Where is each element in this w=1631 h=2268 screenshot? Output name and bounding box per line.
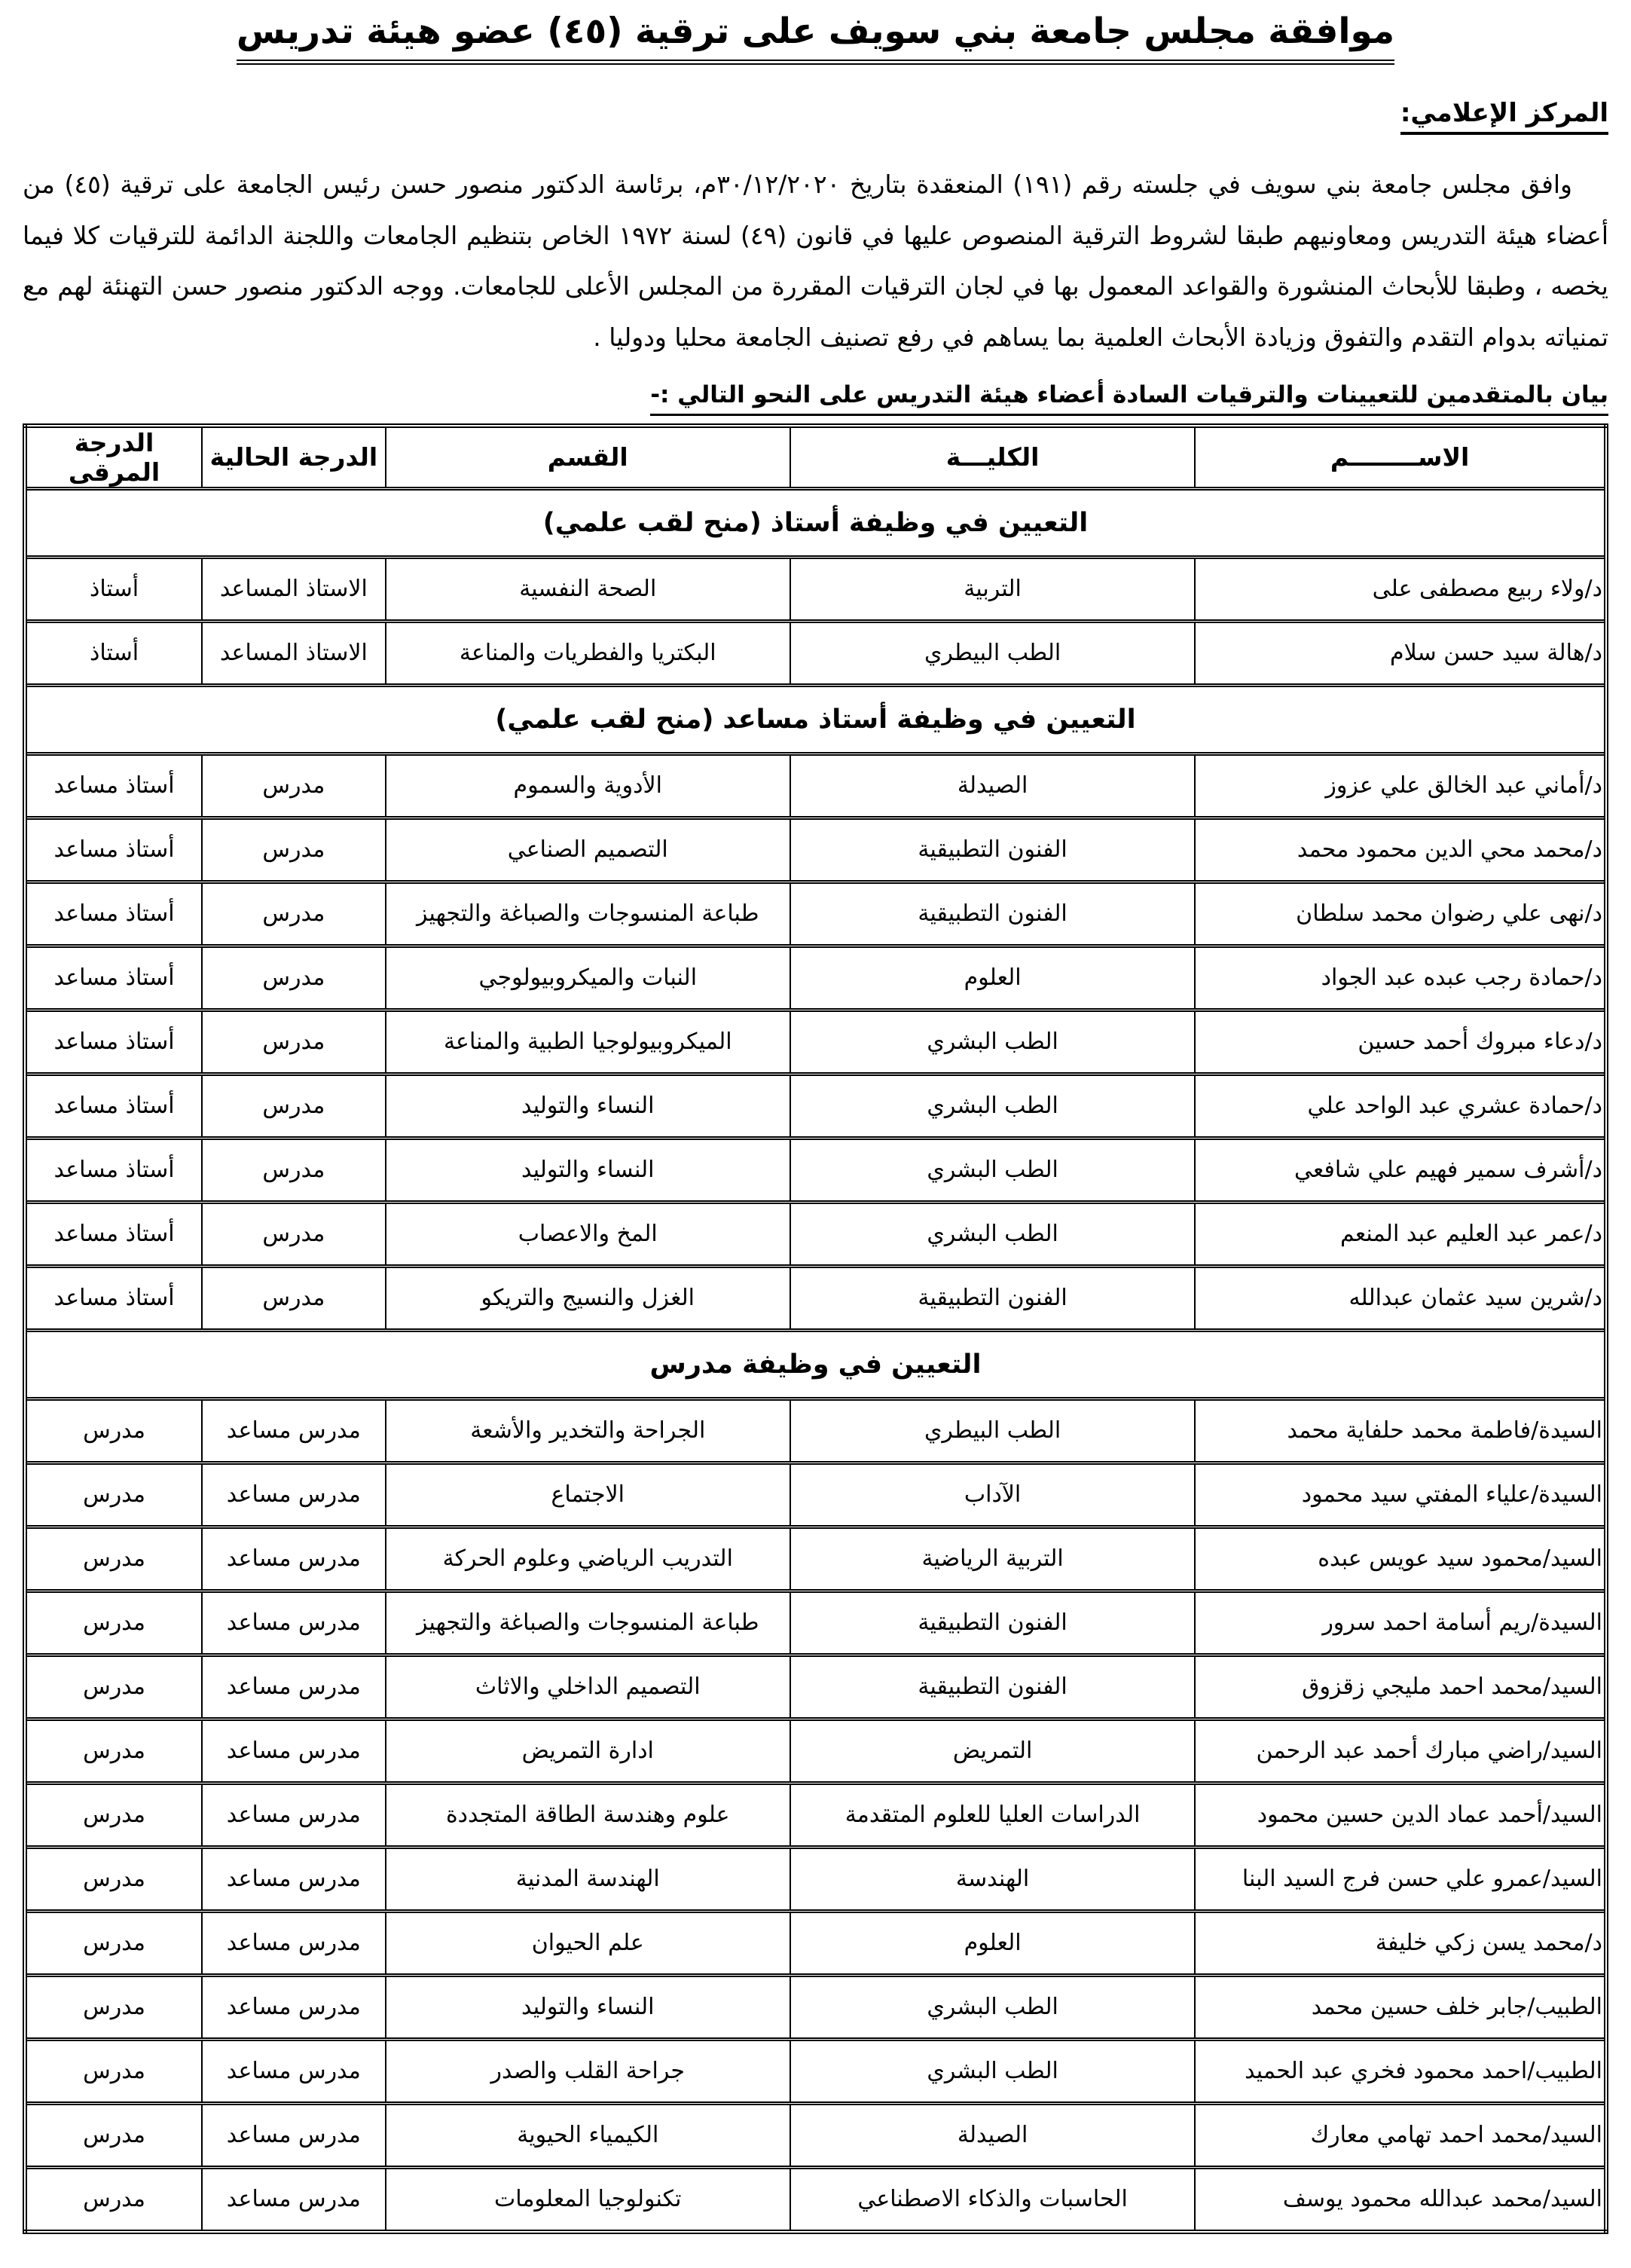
section-title: التعيين في وظيفة أستاذ (منح لقب علمي) bbox=[25, 488, 1606, 557]
promoted-degree-cell: أستاذ bbox=[25, 621, 202, 685]
media-center-wrap bbox=[23, 98, 1608, 135]
current-degree-cell: مدرس مساعد bbox=[202, 1975, 385, 2039]
name-cell: د/شرين سيد عثمان عبدالله bbox=[1195, 1266, 1606, 1330]
name-cell: د/محمد يسن زكي خليفة bbox=[1195, 1911, 1606, 1975]
promoted-degree-cell: أستاذ مساعد bbox=[25, 1074, 202, 1138]
table-row bbox=[25, 1975, 1606, 2039]
college-cell: الصيدلة bbox=[790, 753, 1195, 818]
table-row bbox=[25, 946, 1606, 1010]
college-cell: الفنون التطبيقية bbox=[790, 1591, 1195, 1655]
column-header-name-cell: الاســــــــم bbox=[1195, 426, 1606, 489]
table-row bbox=[25, 818, 1606, 882]
promoted-degree-cell: أستاذ مساعد bbox=[25, 1202, 202, 1266]
table-row bbox=[25, 621, 1606, 685]
college-cell: الطب البيطري bbox=[790, 621, 1195, 685]
department-cell: الهندسة المدنية bbox=[386, 1847, 790, 1911]
name-cell: السيد/محمد عبدالله محمود يوسف bbox=[1195, 2167, 1606, 2232]
college-cell: العلوم bbox=[790, 946, 1195, 1010]
table-row bbox=[25, 1591, 1606, 1655]
promoted-degree-cell: أستاذ مساعد bbox=[25, 1010, 202, 1074]
department-cell: الاجتماع bbox=[386, 1463, 790, 1527]
promoted-degree-cell: مدرس bbox=[25, 1463, 202, 1527]
college-cell: الفنون التطبيقية bbox=[790, 818, 1195, 882]
current-degree-cell: مدرس مساعد bbox=[202, 2039, 385, 2103]
college-cell: الطب البشري bbox=[790, 1138, 1195, 1202]
department-cell: الغزل والنسيج والتريكو bbox=[386, 1266, 790, 1330]
promoted-degree-cell: مدرس bbox=[25, 1847, 202, 1911]
promoted-degree-cell: أستاذ مساعد bbox=[25, 753, 202, 818]
name-cell: د/أشرف سمير فهيم علي شافعي bbox=[1195, 1138, 1606, 1202]
college-cell: الصيدلة bbox=[790, 2103, 1195, 2167]
promoted-degree-cell: أستاذ bbox=[25, 557, 202, 621]
name-cell: الطبيب/احمد محمود فخري عبد الحميد bbox=[1195, 2039, 1606, 2103]
current-degree-cell: مدرس مساعد bbox=[202, 1847, 385, 1911]
department-cell: طباعة المنسوجات والصباغة والتجهيز bbox=[386, 882, 790, 946]
promoted-degree-cell: مدرس bbox=[25, 1719, 202, 1783]
promoted-degree-cell: مدرس bbox=[25, 2039, 202, 2103]
department-cell: الأدوية والسموم bbox=[386, 753, 790, 818]
department-cell: طباعة المنسوجات والصباغة والتجهيز bbox=[386, 1591, 790, 1655]
college-cell: التربية الرياضية bbox=[790, 1527, 1195, 1591]
table-row bbox=[25, 1527, 1606, 1591]
column-header-current-degree-cell: الدرجة الحالية bbox=[202, 426, 385, 489]
section-title: التعيين في وظيفة أستاذ مساعد (منح لقب علمي) bbox=[25, 685, 1606, 753]
column-header-promoted-degree-cell: الدرجة المرقى bbox=[25, 426, 202, 489]
department-cell: التدريب الرياضي وعلوم الحركة bbox=[386, 1527, 790, 1591]
current-degree-cell: مدرس مساعد bbox=[202, 1783, 385, 1847]
name-cell: د/حمادة رجب عبده عبد الجواد bbox=[1195, 946, 1606, 1010]
table-header bbox=[25, 426, 1606, 489]
department-cell: النساء والتوليد bbox=[386, 1138, 790, 1202]
section-header-row bbox=[25, 488, 1606, 557]
college-cell: الدراسات العليا للعلوم المتقدمة bbox=[790, 1783, 1195, 1847]
name-cell: السيد/محمد احمد مليجي زقزوق bbox=[1195, 1655, 1606, 1719]
table-row bbox=[25, 1847, 1606, 1911]
name-cell: د/حمادة عشري عبد الواحد علي bbox=[1195, 1074, 1606, 1138]
college-cell: الطب البيطري bbox=[790, 1398, 1195, 1463]
current-degree-cell: مدرس مساعد bbox=[202, 1527, 385, 1591]
table-row bbox=[25, 753, 1606, 818]
table-row bbox=[25, 2039, 1606, 2103]
current-degree-cell: مدرس مساعد bbox=[202, 2167, 385, 2232]
name-cell: السيد/عمرو علي حسن فرج السيد البنا bbox=[1195, 1847, 1606, 1911]
name-cell: السيدة/علياء المفتي سيد محمود bbox=[1195, 1463, 1606, 1527]
promoted-degree-cell: مدرس bbox=[25, 1527, 202, 1591]
table-row bbox=[25, 1655, 1606, 1719]
college-cell: الطب البشري bbox=[790, 1975, 1195, 2039]
department-cell: الصحة النفسية bbox=[386, 557, 790, 621]
current-degree-cell: مدرس مساعد bbox=[202, 1655, 385, 1719]
name-cell: السيد/راضي مبارك أحمد عبد الرحمن bbox=[1195, 1719, 1606, 1783]
column-header-college-cell: الكليـــة bbox=[790, 426, 1195, 489]
department-cell: علم الحيوان bbox=[386, 1911, 790, 1975]
current-degree-cell: الاستاذ المساعد bbox=[202, 557, 385, 621]
section-header-row bbox=[25, 1330, 1606, 1398]
promoted-degree-cell: مدرس bbox=[25, 2167, 202, 2232]
promoted-degree-cell: أستاذ مساعد bbox=[25, 882, 202, 946]
college-cell: التمريض bbox=[790, 1719, 1195, 1783]
name-cell: د/ولاء ربيع مصطفى على bbox=[1195, 557, 1606, 621]
college-cell: الآداب bbox=[790, 1463, 1195, 1527]
table-row bbox=[25, 1074, 1606, 1138]
table-row bbox=[25, 1463, 1606, 1527]
college-cell: الطب البشري bbox=[790, 1202, 1195, 1266]
college-cell: الطب البشري bbox=[790, 1074, 1195, 1138]
table-row bbox=[25, 1202, 1606, 1266]
name-cell: د/هالة سيد حسن سلام bbox=[1195, 621, 1606, 685]
college-cell: الطب البشري bbox=[790, 2039, 1195, 2103]
promoted-degree-cell: مدرس bbox=[25, 1655, 202, 1719]
table-row bbox=[25, 1783, 1606, 1847]
name-cell: السيد/أحمد عماد الدين حسين محمود bbox=[1195, 1783, 1606, 1847]
table-row bbox=[25, 2167, 1606, 2232]
department-cell: النبات والميكروبيولوجي bbox=[386, 946, 790, 1010]
college-cell: الطب البشري bbox=[790, 1010, 1195, 1074]
department-cell: التصميم الداخلي والاثاث bbox=[386, 1655, 790, 1719]
current-degree-cell: مدرس مساعد bbox=[202, 1591, 385, 1655]
current-degree-cell: مدرس مساعد bbox=[202, 1911, 385, 1975]
department-cell: تكنولوجيا المعلومات bbox=[386, 2167, 790, 2232]
name-cell: السيدة/ريم أسامة احمد سرور bbox=[1195, 1591, 1606, 1655]
name-cell: د/عمر عبد العليم عبد المنعم bbox=[1195, 1202, 1606, 1266]
department-cell: التصميم الصناعي bbox=[386, 818, 790, 882]
column-header-department-cell: القسم bbox=[386, 426, 790, 489]
promoted-degree-cell: مدرس bbox=[25, 2103, 202, 2167]
current-degree-cell: مدرس bbox=[202, 1010, 385, 1074]
current-degree-cell: مدرس bbox=[202, 946, 385, 1010]
table-row bbox=[25, 1911, 1606, 1975]
current-degree-cell: مدرس مساعد bbox=[202, 1398, 385, 1463]
promoted-degree-cell: أستاذ مساعد bbox=[25, 1266, 202, 1330]
current-degree-cell: مدرس bbox=[202, 882, 385, 946]
section-title: التعيين في وظيفة مدرس bbox=[25, 1330, 1606, 1398]
table-row bbox=[25, 557, 1606, 621]
table-row bbox=[25, 2103, 1606, 2167]
name-cell: السيد/محمود سيد عويس عبده bbox=[1195, 1527, 1606, 1591]
department-cell: الجراحة والتخدير والأشعة bbox=[386, 1398, 790, 1463]
section-header-row bbox=[25, 685, 1606, 753]
title-wrap bbox=[23, 11, 1608, 65]
college-cell: الفنون التطبيقية bbox=[790, 1655, 1195, 1719]
document-title: موافقة مجلس جامعة بني سويف على ترقية (٤٥) عضو هيئة تدريس bbox=[237, 11, 1394, 65]
current-degree-cell: مدرس مساعد bbox=[202, 1719, 385, 1783]
name-cell: د/دعاء مبروك أحمد حسين bbox=[1195, 1010, 1606, 1074]
department-cell: علوم وهندسة الطاقة المتجددة bbox=[386, 1783, 790, 1847]
college-cell: التربية bbox=[790, 557, 1195, 621]
promoted-degree-cell: مدرس bbox=[25, 1911, 202, 1975]
table-row bbox=[25, 1138, 1606, 1202]
table-row bbox=[25, 1010, 1606, 1074]
department-cell: ادارة التمريض bbox=[386, 1719, 790, 1783]
list-heading: بيان بالمتقدمين للتعيينات والترقيات السادة أعضاء هيئة التدريس على النحو التالي :- bbox=[650, 381, 1608, 416]
intro-paragraph: وافق مجلس جامعة بني سويف في جلسته رقم (١٩١) المنعقدة بتاريخ ٣٠/١٢/٢٠٢٠م، برئاسة الدكتور منصور حسن رئيس الجامعة على ترقية (٤٥) من أعضاء هيئة التدريس ومعاونيهم طبقا لشروط الترقية المنصوص عليها في قانون (٤٩) لسنة ١٩٧٢ الخاص بتنظيم الجامعات واللجنة الدائمة للترقيات كلا فيما يخصه ، وطبقا للأبحاث المنشورة والقواعد المعمول بها في لجان الترقيات المقررة من المجلس الأعلى للجامعات. ووجه الدكتور منصور حسن التهنئة لهم مع تمنياته بدوام التقدم والتفوق وزيادة الأبحاث العلمية بما يساهم في رفع تصنيف الجامعة محليا ودوليا . bbox=[23, 170, 1608, 352]
current-degree-cell: الاستاذ المساعد bbox=[202, 621, 385, 685]
department-cell: جراحة القلب والصدر bbox=[386, 2039, 790, 2103]
table-row bbox=[25, 1398, 1606, 1463]
table-body bbox=[25, 488, 1606, 2232]
department-cell: البكتريا والفطريات والمناعة bbox=[386, 621, 790, 685]
current-degree-cell: مدرس bbox=[202, 753, 385, 818]
current-degree-cell: مدرس bbox=[202, 1266, 385, 1330]
department-cell: الميكروبيولوجيا الطبية والمناعة bbox=[386, 1010, 790, 1074]
promoted-degree-cell: مدرس bbox=[25, 1975, 202, 2039]
name-cell: الطبيب/جابر خلف حسين محمد bbox=[1195, 1975, 1606, 2039]
department-cell: النساء والتوليد bbox=[386, 1975, 790, 2039]
department-cell: النساء والتوليد bbox=[386, 1074, 790, 1138]
name-cell: د/نهى علي رضوان محمد سلطان bbox=[1195, 882, 1606, 946]
college-cell: العلوم bbox=[790, 1911, 1195, 1975]
current-degree-cell: مدرس bbox=[202, 1074, 385, 1138]
table-row bbox=[25, 882, 1606, 946]
list-heading-wrap bbox=[23, 381, 1608, 416]
promoted-degree-cell: مدرس bbox=[25, 1783, 202, 1847]
promoted-degree-cell: أستاذ مساعد bbox=[25, 946, 202, 1010]
name-cell: السيد/محمد احمد تهامي معارك bbox=[1195, 2103, 1606, 2167]
college-cell: الفنون التطبيقية bbox=[790, 882, 1195, 946]
department-cell: المخ والاعصاب bbox=[386, 1202, 790, 1266]
current-degree-cell: مدرس مساعد bbox=[202, 2103, 385, 2167]
current-degree-cell: مدرس bbox=[202, 818, 385, 882]
college-cell: الفنون التطبيقية bbox=[790, 1266, 1195, 1330]
media-center-label: المركز الإعلامي: bbox=[1400, 98, 1608, 135]
table-row bbox=[25, 1266, 1606, 1330]
name-cell: د/أماني عبد الخالق علي عزوز bbox=[1195, 753, 1606, 818]
table-header-row bbox=[25, 426, 1606, 489]
promotions-table bbox=[23, 423, 1608, 2234]
department-cell: الكيمياء الحيوية bbox=[386, 2103, 790, 2167]
name-cell: السيدة/فاطمة محمد حلفاية محمد bbox=[1195, 1398, 1606, 1463]
current-degree-cell: مدرس bbox=[202, 1138, 385, 1202]
current-degree-cell: مدرس مساعد bbox=[202, 1463, 385, 1527]
promoted-degree-cell: أستاذ مساعد bbox=[25, 818, 202, 882]
promoted-degree-cell: مدرس bbox=[25, 1591, 202, 1655]
promoted-degree-cell: مدرس bbox=[25, 1398, 202, 1463]
current-degree-cell: مدرس bbox=[202, 1202, 385, 1266]
name-cell: د/محمد محي الدين محمود محمد bbox=[1195, 818, 1606, 882]
college-cell: الحاسبات والذكاء الاصطناعي bbox=[790, 2167, 1195, 2232]
table-row bbox=[25, 1719, 1606, 1783]
promoted-degree-cell: أستاذ مساعد bbox=[25, 1138, 202, 1202]
college-cell: الهندسة bbox=[790, 1847, 1195, 1911]
